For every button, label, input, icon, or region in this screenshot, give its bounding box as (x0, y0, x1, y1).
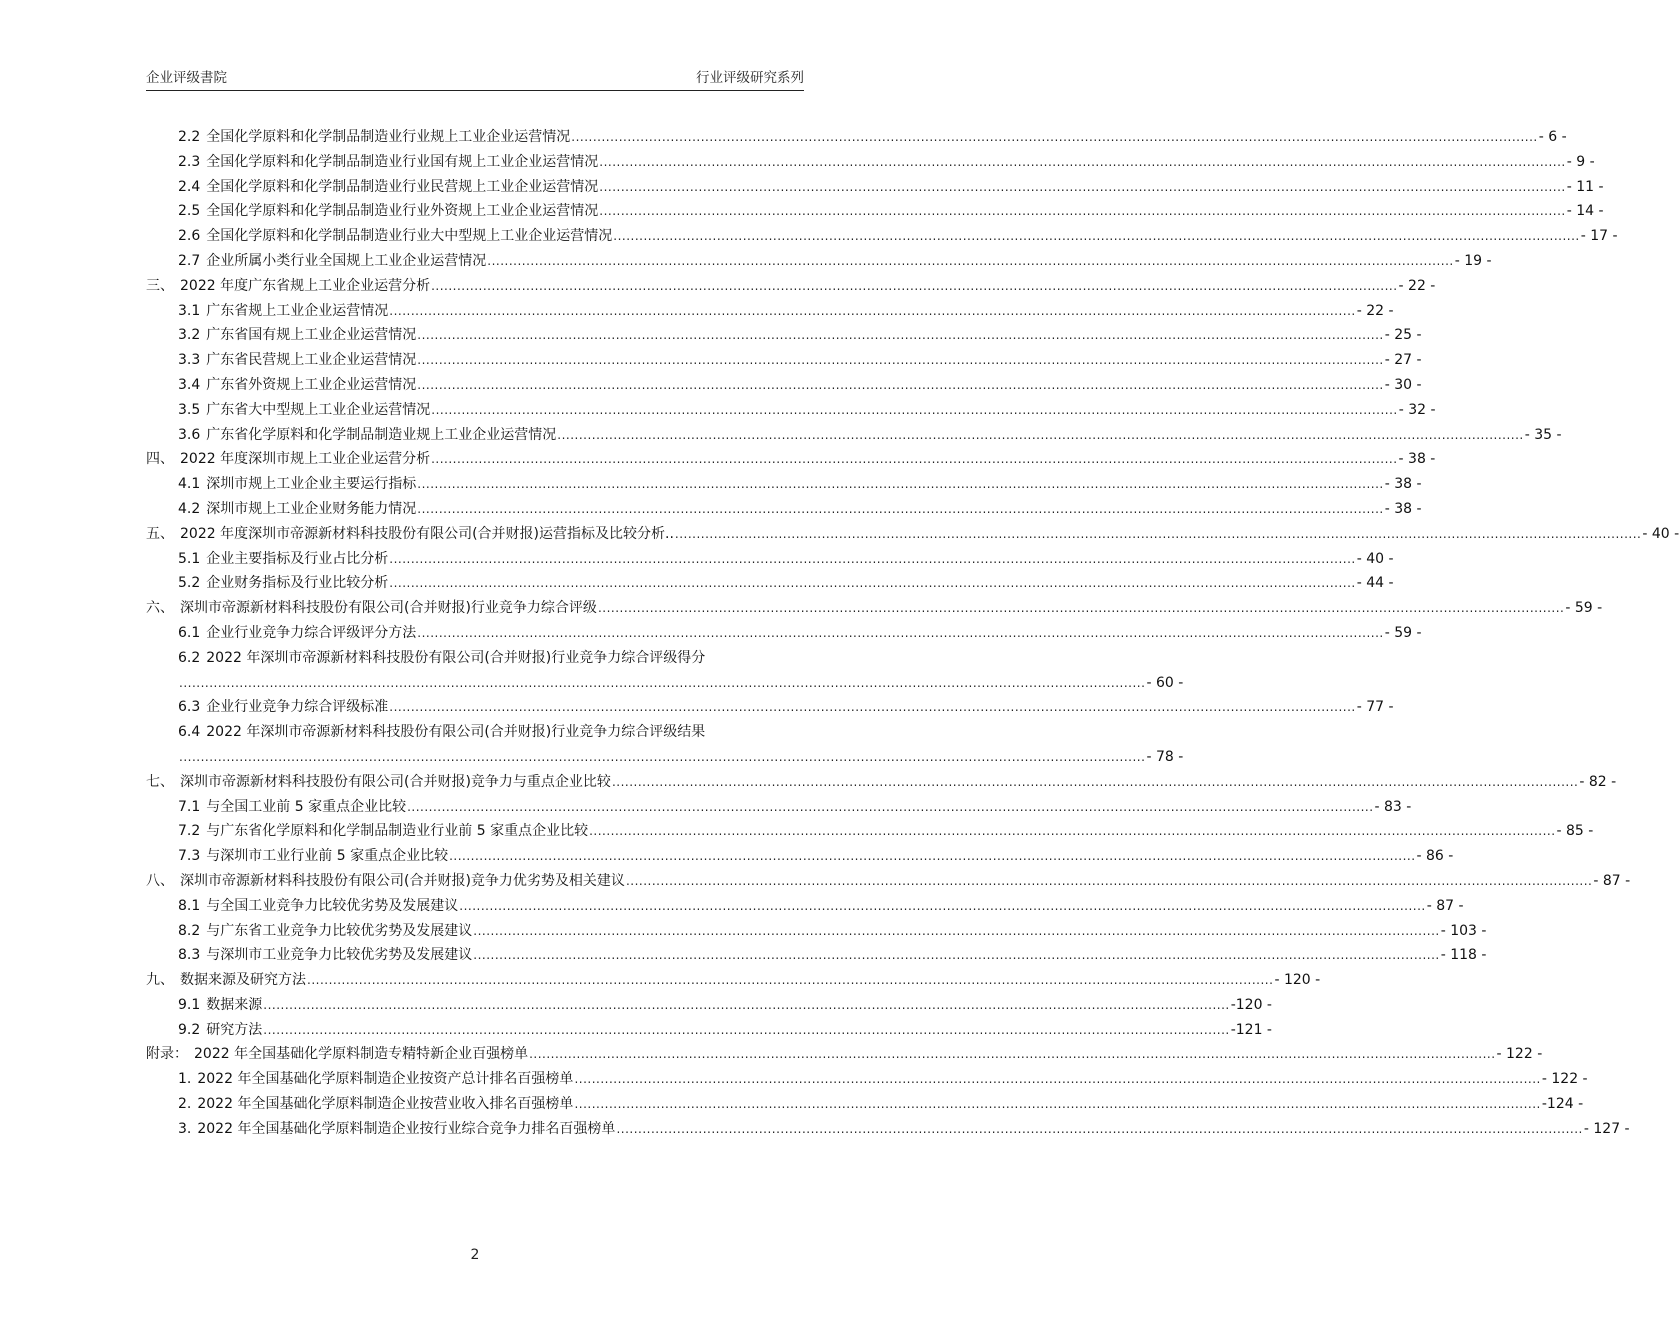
toc-entry-page: - 38 - (1398, 451, 1436, 468)
toc-entry-title: 企业主要指标及行业占比分析 (206, 550, 389, 567)
toc-leader-dots (417, 348, 1383, 373)
toc-entry[interactable] (146, 695, 1394, 720)
toc-entry-title: 与全国工业竞争力比较优劣势及发展建议 (206, 897, 459, 914)
toc-entry[interactable] (146, 596, 1603, 621)
toc-entry[interactable] (146, 1042, 1543, 1067)
toc-entry[interactable] (146, 795, 1412, 820)
toc-entry-number: 九、 (146, 972, 174, 989)
toc-entry[interactable] (146, 671, 1184, 696)
toc-entry-title: 与广东省工业竞争力比较优劣势及发展建议 (206, 922, 473, 939)
toc-entry[interactable] (146, 522, 1679, 547)
toc-entry-number: 四、 (146, 451, 174, 468)
toc-entry-title: 广东省民营规上工业企业运营情况 (206, 352, 417, 369)
toc-entry-page: - 118 - (1440, 947, 1487, 964)
toc-entry[interactable] (146, 1018, 1272, 1043)
toc-entry-title: 全国化学原料和化学制品制造业行业大中型规上工业企业运营情况 (206, 228, 613, 245)
toc-entry-title: 全国化学原料和化学制品制造业行业国有规上工业企业运营情况 (206, 153, 599, 170)
toc-entry-number: 三、 (146, 277, 174, 294)
toc-entry-page: - 40 - (1642, 525, 1679, 542)
toc-entry-number: 8.3 (178, 947, 201, 964)
toc-entry-page: - 38 - (1384, 500, 1422, 517)
toc-leader-dots (417, 323, 1383, 348)
toc-entry-title: 全国化学原料和化学制品制造业行业规上工业企业运营情况 (206, 129, 571, 145)
toc-entry-title: 2022 年全国基础化学原料制造企业按营业收入排名百强榜单 (197, 1096, 574, 1113)
toc-leader-dots (407, 795, 1373, 820)
toc-entry-title: 企业所属小类行业全国规上工业企业运营情况 (206, 252, 487, 269)
toc-entry-page: - 86 - (1416, 848, 1454, 865)
toc-entry-title: 与广东省化学原料和化学制品制造业行业前 5 家重点企业比较 (206, 823, 589, 840)
toc-entry-page: - 87 - (1426, 897, 1464, 914)
toc-entry-page: - 6 - (1538, 129, 1567, 145)
toc-entry-title: 全国化学原料和化学制品制造业行业外资规上工业企业运营情况 (206, 203, 599, 220)
toc-entry-page: -124 - (1541, 1096, 1584, 1113)
toc-entry-number: 4.1 (178, 476, 201, 493)
toc-entry-number: 3.2 (178, 327, 201, 344)
toc-entry-page: - 32 - (1398, 401, 1436, 418)
toc-leader-dots (417, 472, 1383, 497)
toc-leader-dots (389, 695, 1355, 720)
toc-entry-title: 广东省规上工业企业运营情况 (206, 302, 389, 319)
toc-entry[interactable] (146, 423, 1562, 448)
toc-entry[interactable] (146, 745, 1184, 770)
toc-entry-number: 6.4 (178, 724, 201, 741)
toc-entry-title: 与全国工业前 5 家重点企业比较 (206, 798, 407, 815)
toc-leader-dots (612, 770, 1578, 795)
toc-leader-dots (599, 150, 1565, 175)
toc-entry[interactable] (146, 621, 1422, 646)
toc-entry[interactable] (146, 1092, 1584, 1117)
toc-entry[interactable] (146, 869, 1631, 894)
toc-leader-dots (487, 249, 1453, 274)
toc-entry[interactable] (146, 447, 1436, 472)
toc-entry-number: 6.2 (178, 649, 201, 666)
toc-entry-page: - 83 - (1374, 798, 1412, 815)
toc-entry-title: 研究方法 (206, 1021, 263, 1038)
toc-entry-number: 2. (178, 1096, 192, 1113)
toc-entry-title: 深圳市帝源新材料科技股份有限公司(合并财报)行业竞争力综合评级 (180, 600, 597, 617)
toc-entry-title: 数据来源 (206, 996, 263, 1013)
toc-leader-dots (557, 423, 1523, 448)
page-header (146, 66, 804, 91)
toc-entry-title: 2022 年深圳市帝源新材料科技股份有限公司(合并财报)行业竞争力综合评级得分 (206, 649, 706, 666)
toc-entry-page: - 22 - (1356, 302, 1394, 319)
toc-entry-number: 3. (178, 1120, 192, 1137)
toc-leader-dots (179, 671, 1145, 696)
toc-entry-page: - 87 - (1593, 872, 1631, 889)
toc-entry-title: 企业行业竞争力综合评级标准 (206, 699, 389, 716)
toc-entry-title: 与深圳市工业行业前 5 家重点企业比较 (206, 848, 449, 865)
toc-entry[interactable] (146, 224, 1618, 249)
toc-leader-dots (389, 571, 1355, 596)
toc-entry-number: 5.2 (178, 575, 201, 592)
toc-entry[interactable] (146, 373, 1422, 398)
toc-leader-dots (263, 993, 1229, 1018)
toc-leader-dots (417, 497, 1383, 522)
toc-entry[interactable] (146, 819, 1594, 844)
toc-entry-number: 6.1 (178, 624, 201, 641)
toc-entry-number: 七、 (146, 773, 174, 790)
toc-entry-title: 广东省国有规上工业企业运营情况 (206, 327, 417, 344)
toc-leader-dots (529, 1042, 1495, 1067)
toc-entry-title: 深圳市帝源新材料科技股份有限公司(合并财报)竞争力优劣势及相关建议 (180, 872, 625, 889)
toc-leader-dots (473, 943, 1439, 968)
toc-entry-page: - 17 - (1580, 228, 1618, 245)
toc-entry-page: - 25 - (1384, 327, 1422, 344)
toc-entry-number: 9.2 (178, 1021, 201, 1038)
toc-entry-page: - 85 - (1556, 823, 1594, 840)
toc-leader-dots (179, 745, 1145, 770)
toc-entry-number: 4.2 (178, 500, 201, 517)
toc-leader-dots (449, 844, 1415, 869)
toc-leader-dots (599, 175, 1565, 200)
toc-leader-dots (589, 819, 1555, 844)
toc-leader-dots (389, 299, 1355, 324)
toc-leader-dots (675, 522, 1641, 547)
toc-entry[interactable] (146, 274, 1436, 299)
toc-leader-dots (626, 869, 1592, 894)
toc-entry-page: - 59 - (1565, 600, 1603, 617)
toc-entry[interactable] (146, 1117, 1630, 1142)
toc-entry[interactable] (146, 323, 1422, 348)
toc-entry-page: - 35 - (1524, 426, 1562, 443)
toc-entry-page: - 120 - (1274, 972, 1321, 989)
toc-entry-page: - 22 - (1398, 277, 1436, 294)
toc-entry[interactable] (146, 199, 1604, 224)
toc-entry-title: 2022 年度广东省规上工业企业运营分析 (180, 277, 431, 294)
toc-entry[interactable] (146, 844, 1454, 869)
toc-entry-page: - 122 - (1496, 1046, 1543, 1063)
toc-leader-dots (417, 621, 1383, 646)
toc-entry[interactable] (146, 919, 1487, 944)
toc-leader-dots (459, 894, 1425, 919)
toc-entry[interactable] (146, 943, 1487, 968)
toc-entry-number: 3.5 (178, 401, 201, 418)
toc-entry[interactable] (146, 175, 1604, 200)
toc-entry-title: 深圳市帝源新材料科技股份有限公司(合并财报)竞争力与重点企业比较 (180, 773, 611, 790)
toc-entry-number: 6.3 (178, 699, 201, 716)
toc-entry[interactable] (146, 646, 806, 671)
toc-entry-number: 5.1 (178, 550, 201, 567)
toc-entry-title: 广东省大中型规上工业企业运营情况 (206, 401, 431, 418)
toc-entry-page: - 82 - (1579, 773, 1617, 790)
toc-entry-number: 8.2 (178, 922, 201, 939)
toc-entry-title: 2022 年度深圳市帝源新材料科技股份有限公司(合并财报)运营指标及比较分析.. (180, 525, 674, 542)
toc-leader-dots (599, 199, 1565, 224)
toc-entry[interactable] (146, 472, 1422, 497)
toc-entry-number: 3.6 (178, 426, 201, 443)
toc-entry-number: 2.5 (178, 203, 201, 220)
toc-entry-title: 数据来源及研究方法 (180, 972, 306, 989)
toc-entry-number: 八、 (146, 872, 174, 889)
toc-leader-dots (389, 547, 1355, 572)
toc-entry[interactable] (146, 720, 806, 745)
toc-entry-number: 3.3 (178, 352, 201, 369)
toc-entry-title: 2022 年全国基础化学原料制造企业按行业综合竞争力排名百强榜单 (197, 1120, 616, 1137)
toc-leader-dots (616, 1117, 1582, 1142)
toc-entry-page: - 11 - (1566, 178, 1604, 195)
toc-entry-number: 7.2 (178, 823, 201, 840)
toc-entry-number: 9.1 (178, 996, 201, 1013)
toc-entry[interactable] (146, 249, 1492, 274)
toc-leader-dots (473, 919, 1439, 944)
toc-entry-page: - 14 - (1566, 203, 1604, 220)
toc-entry-title: 2022 年度深圳市规上工业企业运营分析 (180, 451, 431, 468)
toc-entry-title: 2022 年深圳市帝源新材料科技股份有限公司(合并财报)行业竞争力综合评级结果 (206, 724, 706, 741)
toc-entry-page: - 60 - (1146, 674, 1184, 691)
toc-entry[interactable] (146, 770, 1617, 795)
toc-entry-number: 六、 (146, 600, 174, 617)
toc-entry[interactable] (146, 348, 1422, 373)
toc-entry-page: - 19 - (1454, 252, 1492, 269)
toc-entry[interactable] (146, 1067, 1588, 1092)
toc-entry[interactable] (146, 993, 1272, 1018)
toc-entry-page: - 38 - (1384, 476, 1422, 493)
toc-entry-page: - 40 - (1356, 550, 1394, 567)
toc-entry-number: 8.1 (178, 897, 201, 914)
toc-entry-number: 2.3 (178, 153, 201, 170)
toc-entry-page: -121 - (1230, 1021, 1272, 1038)
toc-leader-dots (263, 1018, 1229, 1043)
toc-entry-title: 广东省化学原料和化学制品制造业规上工业企业运营情况 (206, 426, 557, 443)
toc-entry-title: 深圳市规上工业企业财务能力情况 (206, 500, 417, 517)
toc-entry[interactable] (146, 150, 1595, 175)
toc-entry-title: 企业财务指标及行业比较分析 (206, 575, 389, 592)
toc-entry-page: - 59 - (1384, 624, 1422, 641)
toc-entry-title: 与深圳市工业竞争力比较优劣势及发展建议 (206, 947, 473, 964)
toc-entry-page: - 77 - (1356, 699, 1394, 716)
toc-entry[interactable] (146, 571, 1394, 596)
page-number: 2 (470, 1247, 480, 1263)
toc-entry-number: 7.1 (178, 798, 201, 815)
toc-entry-title: 2022 年全国基础化学原料制造专精特新企业百强榜单 (194, 1046, 529, 1063)
toc-entry-number: 2.6 (178, 228, 201, 245)
toc-entry[interactable] (146, 299, 1394, 324)
toc-entry-number: 五、 (146, 525, 174, 542)
toc-entry-page: - 30 - (1384, 376, 1422, 393)
toc-entry-number: 2.7 (178, 252, 201, 269)
toc-leader-dots (431, 447, 1397, 472)
toc-leader-dots (431, 274, 1397, 299)
toc-entry[interactable] (146, 894, 1464, 919)
toc-entry[interactable] (146, 547, 1394, 572)
toc-entry-page: - 78 - (1146, 748, 1184, 765)
toc-entry-number: 2.4 (178, 178, 201, 195)
toc-leader-dots (613, 224, 1579, 249)
toc-entry-title: 2022 年全国基础化学原料制造企业按资产总计排名百强榜单 (197, 1071, 574, 1088)
toc-entry-page: - 44 - (1356, 575, 1394, 592)
toc-entry-title: 广东省外资规上工业企业运营情况 (206, 376, 417, 393)
toc-entry[interactable] (146, 968, 1321, 993)
header-right-text: 行业评级研究系列 (696, 70, 804, 86)
toc-entry-page: -120 - (1230, 996, 1272, 1013)
toc-entry-number: 3.4 (178, 376, 201, 393)
toc-entry-number: 1. (178, 1071, 192, 1088)
toc-leader-dots (571, 125, 1537, 150)
table-of-contents (146, 125, 1679, 1142)
toc-entry[interactable] (146, 398, 1436, 423)
toc-leader-dots (574, 1092, 1540, 1117)
toc-entry-number: 7.3 (178, 848, 201, 865)
header-left-text: 企业评级書院 (146, 70, 227, 86)
toc-entry-page: - 9 - (1566, 153, 1595, 170)
toc-leader-dots (307, 968, 1273, 993)
toc-leader-dots (431, 398, 1397, 423)
toc-leader-dots (598, 596, 1564, 621)
toc-entry[interactable] (146, 125, 1567, 150)
toc-entry[interactable] (146, 497, 1422, 522)
toc-entry-title: 深圳市规上工业企业主要运行指标 (206, 476, 417, 493)
toc-entry-title: 企业行业竞争力综合评级评分方法 (206, 624, 417, 641)
toc-leader-dots (417, 373, 1383, 398)
toc-entry-page: - 127 - (1583, 1120, 1630, 1137)
toc-leader-dots (574, 1067, 1540, 1092)
toc-entry-number: 2.2 (178, 129, 201, 145)
toc-entry-page: - 122 - (1541, 1071, 1588, 1088)
toc-entry-title: 全国化学原料和化学制品制造业行业民营规上工业企业运营情况 (206, 178, 599, 195)
toc-entry-page: - 103 - (1440, 922, 1487, 939)
toc-entry-number: 附录： (146, 1046, 188, 1063)
toc-entry-page: - 27 - (1384, 352, 1422, 369)
toc-entry-number: 3.1 (178, 302, 201, 319)
